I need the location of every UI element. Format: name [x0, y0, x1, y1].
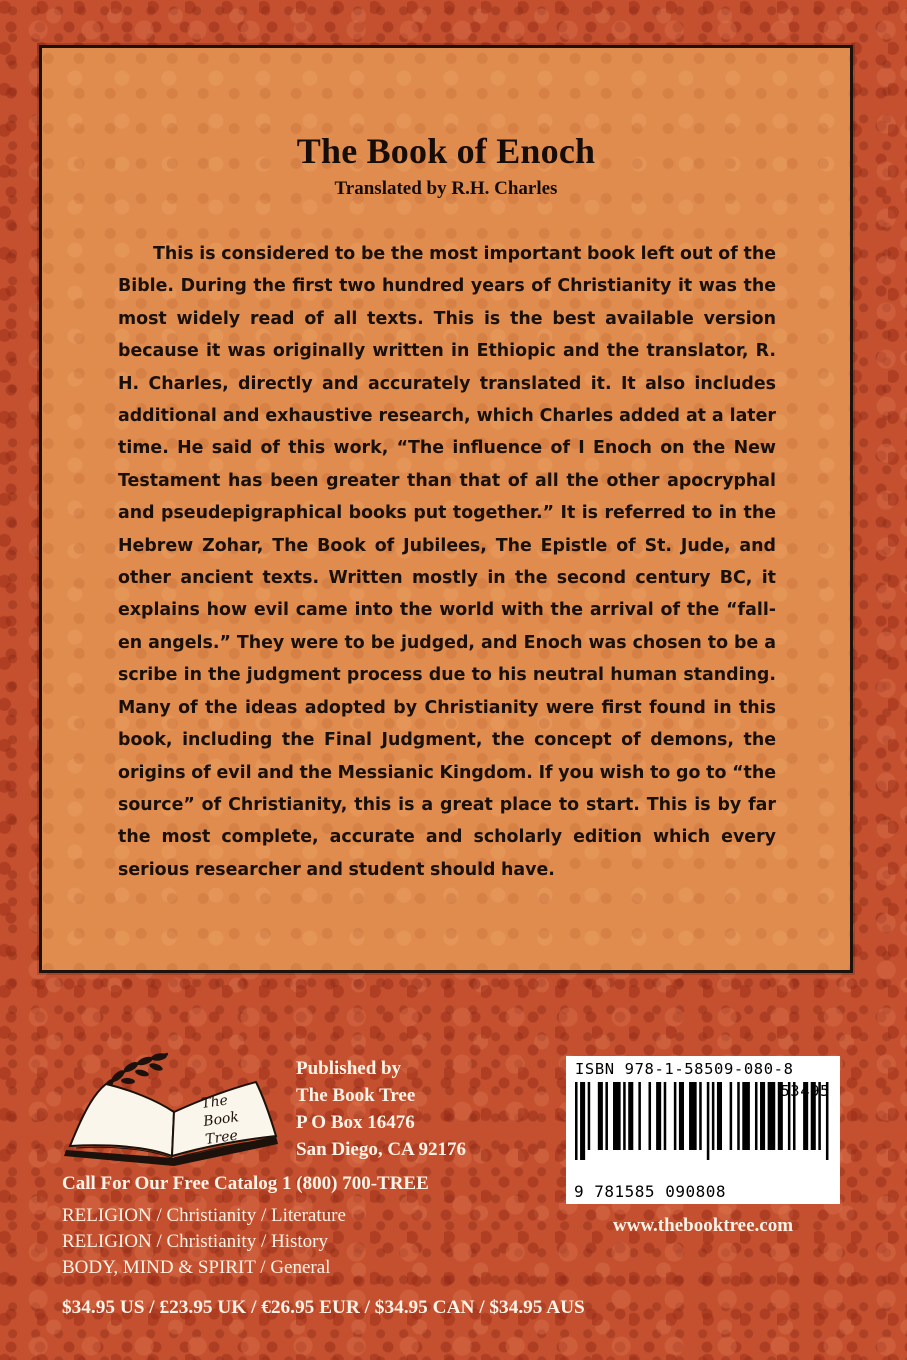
barcode-bar — [737, 1082, 740, 1150]
publisher-address-line2: San Diego, CA 92176 — [296, 1139, 466, 1160]
category-line: BODY, MIND & SPIRIT / General — [62, 1257, 331, 1278]
barcode-bar — [664, 1082, 667, 1150]
publisher-info — [296, 1055, 556, 1163]
publisher-address-line1: P O Box 16476 — [296, 1112, 415, 1133]
barcode-bar — [707, 1082, 710, 1160]
barcode-bar — [679, 1082, 684, 1150]
barcode-bar — [699, 1082, 702, 1150]
description-panel — [39, 45, 853, 973]
isbn-label: ISBN 978-1-58509-080-8 — [575, 1060, 794, 1078]
book-description: This is considered to be the most important book left out of the Bible. During the first two hundred years of Christianity it was the most widely read of all texts. This is the best available version because it was originally written in Ethiopic and the translator, R. H. Charles, directly and accurately translated it. It also includes additional and exhaustive research, which Charles added at a later time. He said of this work, “The influence of I Enoch on the New Testament has been greater than that of all the other apocryphal and pseudepigraphical books put together.” It is referred to in the Hebrew Zohar, The Book of Jubilees, The Epistle of St. Jude, and other ancient texts. Written mostly in the second century BC, it explains how evil came into the world with the arrival of the “fallen angels.” They were to be judged, and Enoch was chosen to be a scribe in the judgment process due to his neutral human standing. Many of the ideas adopted by Christianity were first found in this book, including the Final Judgment, the concept of demons, the origins of evil and the Messianic Kingdom. If you wish to go to “the source” of Christianity, this is a great place to start. This is by far the most complete, accurate and scholarly edition which every serious researcher and student should have. — [118, 244, 776, 880]
barcode-bar — [656, 1082, 661, 1150]
barcode-bar — [689, 1082, 697, 1150]
barcode-bar — [755, 1082, 758, 1150]
open-book-with-laurel-icon — [64, 1052, 278, 1166]
price-list: $34.95 US / £23.95 UK / €26.95 EUR / $34.95 CAN / $34.95 AUS — [62, 1297, 585, 1318]
book-subtitle: Translated by R.H. Charles — [334, 178, 558, 199]
barcode-bar — [768, 1082, 776, 1150]
barcode-bar — [760, 1082, 765, 1150]
barcode-bar — [742, 1082, 750, 1150]
barcode-bar — [674, 1082, 677, 1150]
barcode-digits: 9 781585 090808 — [574, 1182, 726, 1201]
logo-text-2: Book — [202, 1109, 240, 1130]
barcode-bar — [605, 1082, 608, 1150]
logo-text-1: The — [200, 1092, 229, 1112]
barcode-bar — [613, 1082, 621, 1150]
barcode-bar — [598, 1082, 603, 1150]
barcode-bar — [628, 1082, 633, 1150]
subject-categories — [62, 1203, 346, 1281]
isbn-barcode — [566, 1056, 840, 1204]
barcode-bar — [638, 1082, 641, 1150]
barcode-bar — [717, 1082, 722, 1150]
barcode-bar — [712, 1082, 715, 1150]
category-line: RELIGION / Christianity / History — [62, 1231, 328, 1252]
barcode-bar — [588, 1082, 591, 1150]
barcode-bar — [575, 1082, 578, 1160]
price-code: 53495 — [780, 1082, 830, 1100]
barcode-bar — [623, 1082, 626, 1150]
book-title: The Book of Enoch — [296, 131, 596, 171]
barcode-bar — [730, 1082, 733, 1150]
barcode-bar — [649, 1082, 652, 1150]
barcode-bar — [580, 1082, 585, 1160]
book-tree-logo — [56, 1046, 288, 1166]
logo-text-3: Tree — [204, 1127, 239, 1148]
published-by-label: Published by — [296, 1058, 402, 1079]
website-url[interactable]: www.thebooktree.com — [612, 1215, 794, 1236]
category-line: RELIGION / Christianity / Literature — [62, 1205, 346, 1226]
catalog-phone: Call For Our Free Catalog 1 (800) 700-TREE — [62, 1173, 429, 1194]
publisher-name: The Book Tree — [296, 1085, 416, 1106]
